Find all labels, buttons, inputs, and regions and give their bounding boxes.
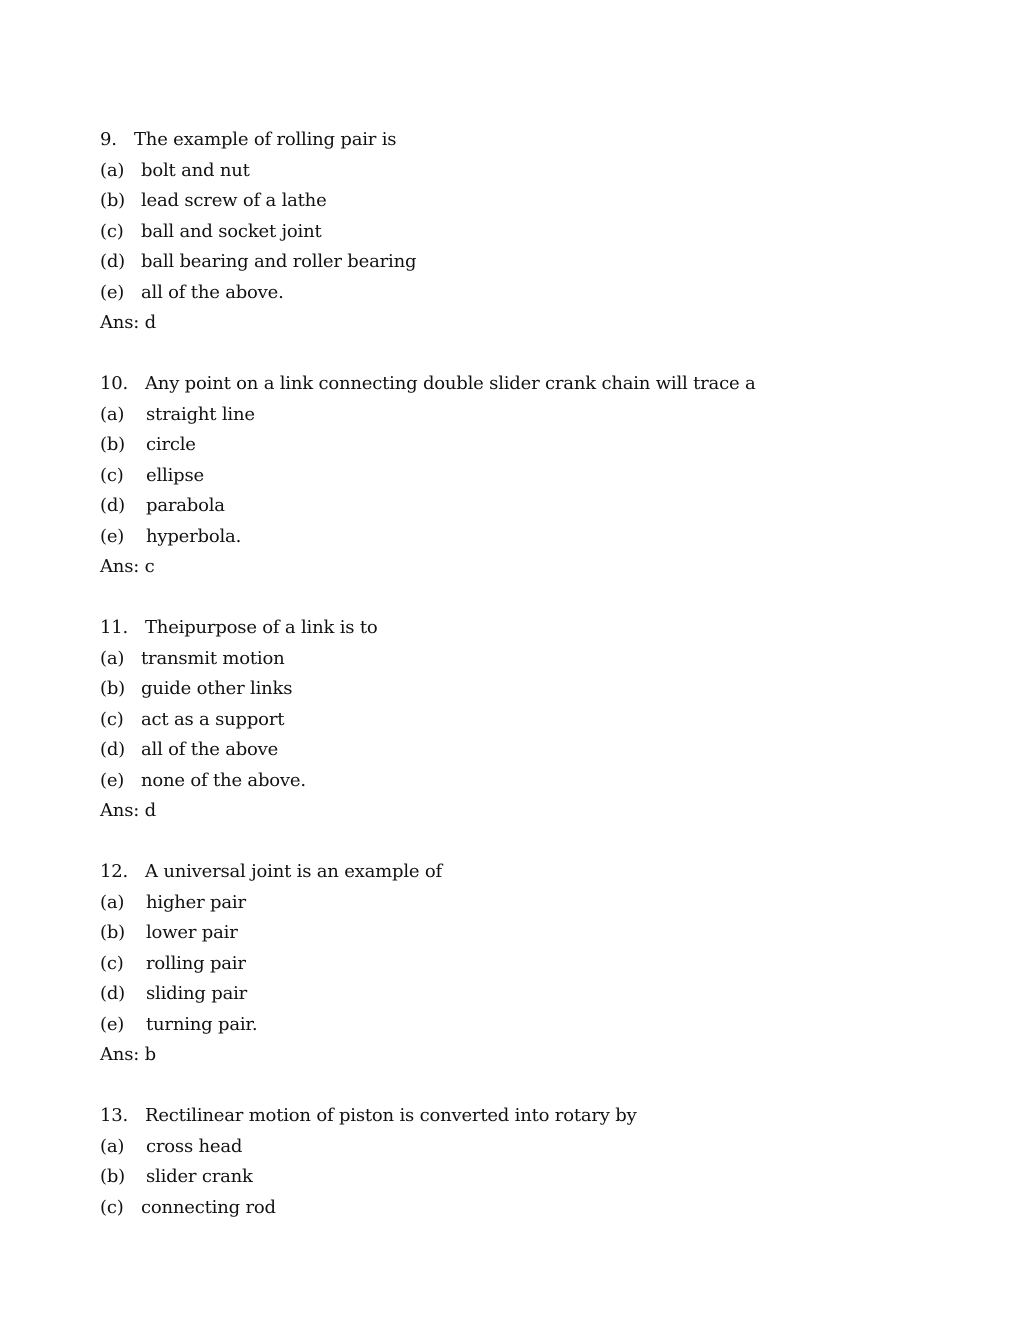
option-label: (e) — [100, 770, 125, 791]
option-text: ellipse — [146, 465, 204, 486]
option-text: straight line — [146, 404, 255, 425]
option-b — [100, 677, 292, 701]
option-label: (c) — [100, 953, 124, 974]
option-label: (e) — [100, 282, 125, 303]
option-b — [100, 921, 238, 945]
option-e — [100, 1013, 257, 1037]
option-label: (b) — [100, 922, 125, 943]
option-label: (a) — [100, 160, 125, 181]
option-text: hyperbola. — [146, 526, 242, 547]
option-e — [100, 769, 306, 793]
option-text: guide other links — [141, 678, 293, 699]
option-label: (a) — [100, 404, 125, 425]
option-text: lower pair — [146, 922, 238, 943]
option-d — [100, 494, 225, 518]
option-label: (e) — [100, 526, 125, 547]
option-label: (d) — [100, 251, 125, 272]
question-text: Any point on a link connecting double slider crank chain will trace a — [145, 373, 756, 394]
answer: Ans: d — [100, 312, 156, 333]
option-text: rolling pair — [146, 953, 246, 974]
question-number: 9. — [100, 129, 117, 150]
question-12 — [100, 860, 442, 884]
option-text: higher pair — [146, 892, 246, 913]
option-label: (c) — [100, 709, 124, 730]
option-text: parabola — [146, 495, 225, 516]
option-b — [100, 189, 327, 213]
option-d — [100, 250, 416, 274]
option-label: (b) — [100, 1166, 125, 1187]
option-text: turning pair. — [146, 1014, 258, 1035]
option-c — [100, 1196, 276, 1220]
answer: Ans: b — [100, 1044, 156, 1065]
option-text: bolt and nut — [141, 160, 250, 181]
option-label: (c) — [100, 1197, 124, 1218]
question-text: A universal joint is an example of — [145, 861, 442, 882]
option-label: (c) — [100, 221, 124, 242]
option-label: (c) — [100, 465, 124, 486]
option-text: sliding pair — [146, 983, 248, 1004]
option-text: cross head — [146, 1136, 243, 1157]
option-text: all of the above. — [141, 282, 284, 303]
question-10 — [100, 372, 755, 396]
option-text: all of the above — [141, 739, 279, 760]
option-label: (d) — [100, 495, 125, 516]
option-label: (b) — [100, 190, 125, 211]
option-text: ball bearing and roller bearing — [141, 251, 417, 272]
question-11 — [100, 616, 378, 640]
option-text: transmit motion — [141, 648, 285, 669]
question-text: Rectilinear motion of piston is converted into rotary by — [145, 1105, 637, 1126]
option-e — [100, 281, 284, 305]
option-text: slider crank — [146, 1166, 253, 1187]
option-a — [100, 1135, 242, 1159]
option-label: (b) — [100, 434, 125, 455]
option-a — [100, 647, 285, 671]
option-text: ball and socket joint — [141, 221, 322, 242]
question-text: The example of rolling pair is — [134, 129, 397, 150]
option-text: lead screw of a lathe — [141, 190, 327, 211]
option-label: (b) — [100, 678, 125, 699]
question-number: 10. — [100, 373, 129, 394]
option-c — [100, 220, 322, 244]
option-c — [100, 708, 284, 732]
option-c — [100, 464, 204, 488]
answer: Ans: c — [100, 556, 155, 577]
option-b — [100, 1165, 253, 1189]
option-label: (a) — [100, 1136, 125, 1157]
option-label: (a) — [100, 648, 125, 669]
option-text: circle — [146, 434, 196, 455]
option-e — [100, 525, 241, 549]
option-a — [100, 891, 246, 915]
question-number: 11. — [100, 617, 129, 638]
option-text: act as a support — [141, 709, 285, 730]
option-a — [100, 403, 255, 427]
option-label: (a) — [100, 892, 125, 913]
option-label: (d) — [100, 739, 125, 760]
question-9 — [100, 128, 396, 152]
option-c — [100, 952, 246, 976]
answer: Ans: d — [100, 800, 156, 821]
option-text: connecting rod — [141, 1197, 276, 1218]
option-label: (e) — [100, 1014, 125, 1035]
option-a — [100, 159, 250, 183]
question-number: 12. — [100, 861, 129, 882]
question-13 — [100, 1104, 637, 1128]
option-b — [100, 433, 196, 457]
question-number: 13. — [100, 1105, 129, 1126]
question-text: Theipurpose of a link is to — [145, 617, 378, 638]
option-label: (d) — [100, 983, 125, 1004]
option-d — [100, 738, 278, 762]
option-text: none of the above. — [141, 770, 306, 791]
option-d — [100, 982, 247, 1006]
